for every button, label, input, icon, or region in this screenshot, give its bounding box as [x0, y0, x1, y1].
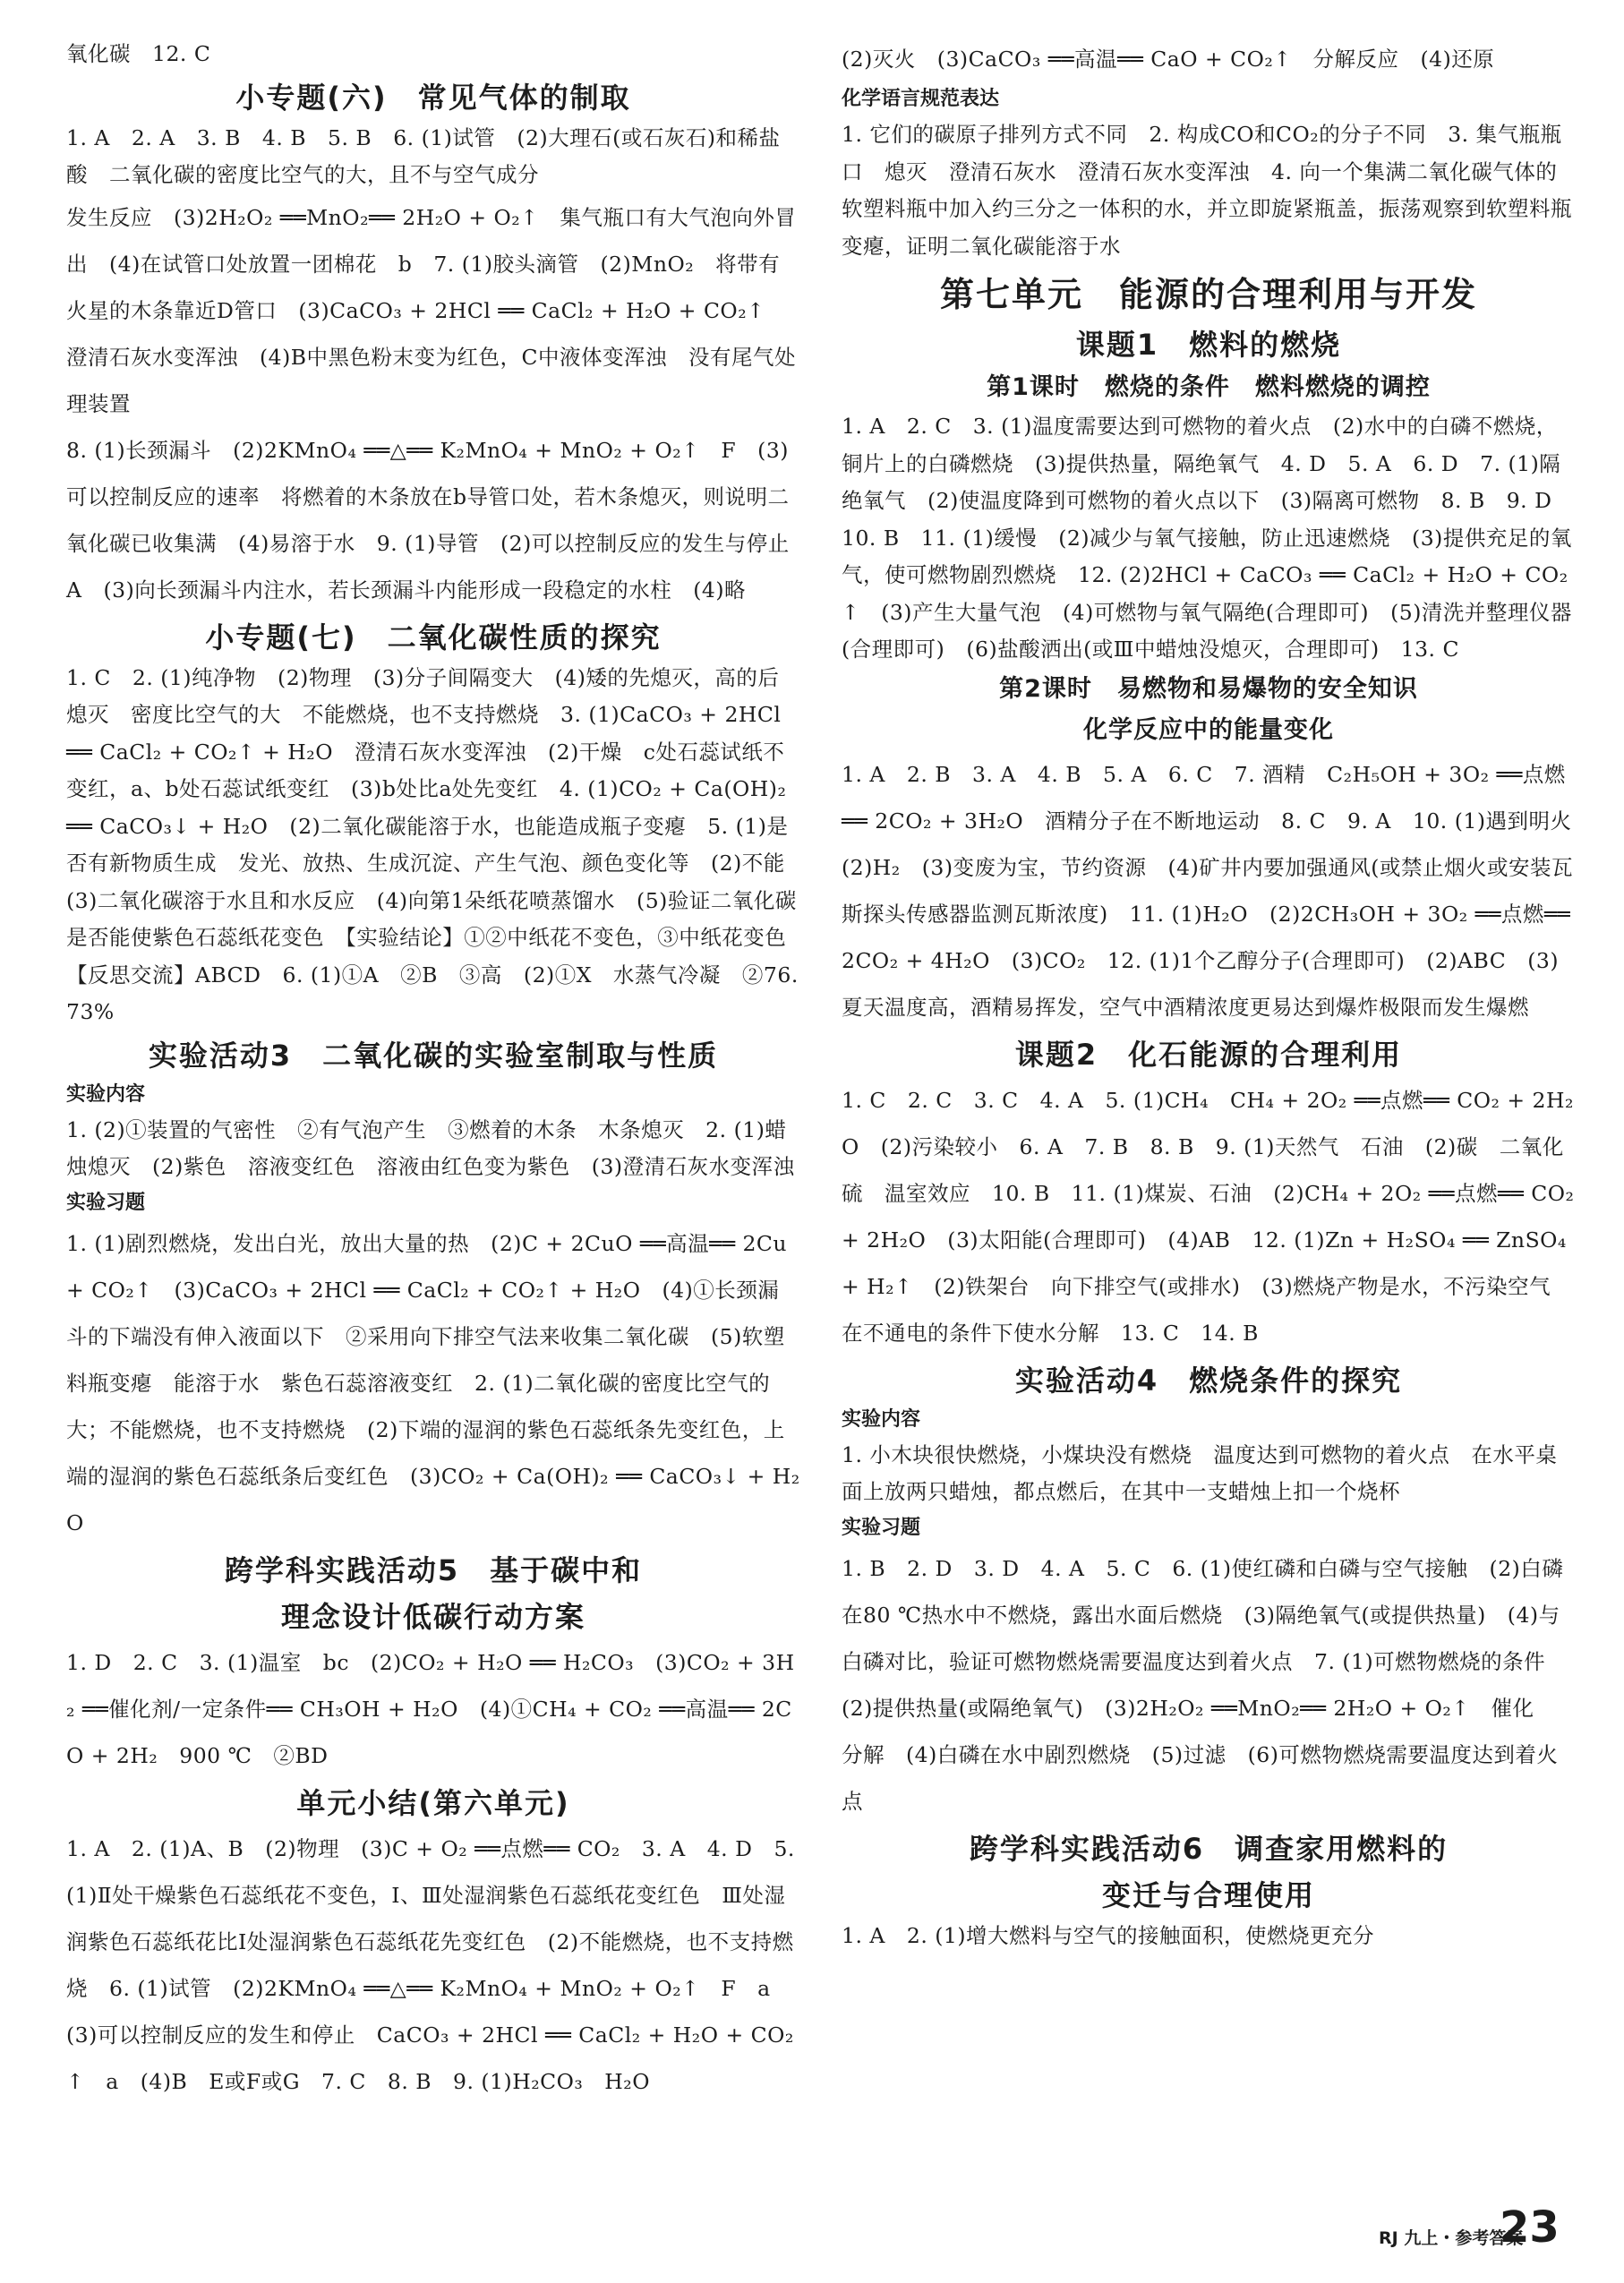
- answer-paragraph: 1. (2)①装置的气密性 ②有气泡产生 ③燃着的木条 木条熄灭 2. (1)蜡烛熄灭 (2)紫色 溶液变红色 溶液由红色变为紫色 (3)澄清石灰水变浑浊: [66, 1116, 795, 1179]
- page-footer: RJ 九上・参考答案: [1379, 2228, 1524, 2248]
- section-heading: 实验活动3 二氧化碳的实验室制取与性质: [148, 1038, 719, 1073]
- answer-paragraph: 1. 它们的碳原子排列方式不同 2. 构成CO和CO₂的分子不同 3. 集气瓶瓶口 熄灭 澄清石灰水 澄清石灰水变浑浊 4. 向一个集满二氧化碳气体的软塑料瓶中加入约三分之一体积的水，并立即旋紧瓶盖，振荡观察到软塑料瓶变瘪，证明二氧化碳能溶于水: [842, 122, 1572, 259]
- lesson-heading: 第2课时 易燃物和易爆物的安全知识: [999, 674, 1418, 703]
- section-heading: 跨学科实践活动5 基于碳中和: [224, 1552, 643, 1587]
- answer-paragraph: 1. A 2. A 3. B 4. B 5. B 6. (1)试管 (2)大理石(或石灰石)和稀盐酸 二氧化碳的密度比空气的大，且不与空气成分: [66, 124, 781, 187]
- answer-paragraph: 8. (1)长颈漏斗 (2)2KMnO₄ ══△══ K₂MnO₄ + MnO₂ + O₂↑ F (3)可以控制反应的速率 将燃着的木条放在b导管口处，若木条熄灭，则说明二氧化碳已收集满 (4)易溶于水 9. (1)导管 (2)可以控制反应的发生与停止 A (3)向长颈漏斗内注水，若长颈漏斗内能形成一段稳定的水柱 (4)略: [66, 437, 811, 603]
- answer-paragraph: 发生反应 (3)2H₂O₂ ══MnO₂══ 2H₂O + O₂↑ 集气瓶口有大气泡向外冒出 (4)在试管口处放置一团棉花 b 7. (1)胶头滴管 (2)MnO₂ 将带有火星的木条靠近D管口 (3)CaCO₃ + 2HCl ══ CaCl₂ + H₂O + CO₂↑ 澄清石灰水变浑浊 (4)B中黑色粉末变为红色，C中液体变浑浊 没有尾气处理装置: [66, 204, 797, 416]
- section-heading: 小专题(七) 二氧化碳性质的探究: [205, 620, 662, 654]
- section-heading: 理念设计低碳行动方案: [280, 1599, 585, 1634]
- answer-paragraph: 1. A 2. (1)A、B (2)物理 (3)C + O₂ ══点燃══ CO₂ 3. A 4. D 5. (1)Ⅱ处干燥紫色石蕊纸花不变色，Ⅰ、Ⅲ处湿润紫色石蕊纸花变红色 Ⅲ处湿润紫色石蕊纸花比Ⅰ处湿润紫色石蕊纸花先变红色 (2)不能燃烧，也不支持燃烧 6. (1)试管 (2)2KMnO₄ ══△══ K₂MnO₄ + MnO₂ + O₂↑ F a (3)可以控制反应的发生和停止 CaCO₃ + 2HCl ══ CaCl₂ + H₂O + CO₂↑ a (4)B E或F或G 7. C 8. B 9. (1)H₂CO₃ H₂O: [66, 1835, 795, 2094]
- answer-paragraph: 1. A 2. C 3. (1)温度需要达到可燃物的着火点 (2)水中的白磷不燃烧，铜片上的白磷燃烧 (3)提供热量，隔绝氧气 4. D 5. A 6. D 7. (1)隔绝氧气 (2)使温度降到可燃物的着火点以下 (3)隔离可燃物 8. B 9. D 10. B 11. (1)缓慢 (2)减少与氧气接触，防止迅速燃烧 (3)提供充足的氧气，使可燃物剧烈燃烧 12. (2)2HCl + CaCO₃ ══ CaCl₂ + H₂O + CO₂↑ (3)产生大量气泡 (4)可燃物与氧气隔绝(合理即可) (5)清洗并整理仪器(合理即可) (6)盐酸洒出(或Ⅲ中蜡烛没熄灭，合理即可) 13. C: [842, 414, 1574, 662]
- answer-paragraph: (2)灭火 (3)CaCO₃ ══高温══ CaO + CO₂↑ 分解反应 (4)还原: [842, 47, 1495, 72]
- section-heading: 小专题(六) 常见气体的制取: [235, 80, 631, 115]
- answer-paragraph: 1. D 2. C 3. (1)温室 bc (2)CO₂ + H₂O ══ H₂CO₃ (3)CO₂ + 3H₂ ══催化剂/一定条件══ CH₃OH + H₂O (4)①CH₄ + CO₂ ══高温══ 2CO + 2H₂ 900 ℃ ②BD: [66, 1649, 795, 1768]
- answer-paragraph: 1. 小木块很快燃烧，小煤块没有燃烧 温度达到可燃物的着火点 在水平桌面上放两只蜡烛，都点燃后，在其中一支蜡烛上扣一个烧杯: [842, 1441, 1558, 1504]
- lesson-heading: 化学反应中的能量变化: [1083, 715, 1334, 744]
- unit-heading: 第七单元 能源的合理利用与开发: [939, 275, 1477, 314]
- answer-paragraph: 1. C 2. (1)纯净物 (2)物理 (3)分子间隔变大 (4)矮的先熄灭，高的后熄灭 密度比空气的大 不能燃烧，也不支持燃烧 3. (1)CaCO₃ + 2HCl ══ CaCl₂ + CO₂↑ + H₂O 澄清石灰水变浑浊 (2)干燥 c处石蕊试纸不变红，a、b处石蕊试纸变红 (3)b处比a处先变红 4. (1)CO₂ + Ca(OH)₂ ══ CaCO₃↓ + H₂O (2)二氧化碳能溶于水，也能造成瓶子变瘪 5. (1)是否有新物质生成 发光、放热、生成沉淀、产生气泡、颜色变化等 (2)不能 (3)二氧化碳溶于水且和水反应 (4)向第1朵纸花喷蒸馏水 (5)验证二氧化碳是否能使紫色石蕊纸花变色 【实验结论】①②中纸花不变色，③中纸花变色 【反思交流】ABCD 6. (1)①A ②B ③高 (2)①X 水蒸气冷凝 ②76.73%: [66, 664, 808, 1024]
- subsection-label: 实验习题: [66, 1191, 146, 1214]
- section-heading: 跨学科实践活动6 调查家用燃料的: [969, 1831, 1449, 1866]
- subsection-label: 实验内容: [842, 1407, 921, 1431]
- subsection-label: 化学语言规范表达: [842, 88, 1000, 110]
- answer-paragraph: 氧化碳 12. C: [66, 41, 211, 66]
- answer-paragraph: 1. (1)剧烈燃烧，发出白光，放出大量的热 (2)C + 2CuO ══高温══ 2Cu + CO₂↑ (3)CaCO₃ + 2HCl ══ CaCl₂ + CO₂↑ + H₂O (4)①长颈漏斗的下端没有伸入液面以下 ②采用向下排空气法来收集二氧化碳 (5)软塑料瓶变瘪 能溶于水 紫色石蕊溶液变红 2. (1)二氧化碳的密度比空气的大；不能燃烧，也不支持燃烧 (2)下端的湿润的紫色石蕊纸条先变红色，上端的湿润的紫色石蕊纸条后变红色 (3)CO₂ + Ca(OH)₂ ══ CaCO₃↓ + H₂O: [66, 1230, 800, 1535]
- section-heading: 课题2 化石能源的合理利用: [1014, 1037, 1403, 1072]
- answer-paragraph: 1. A 2. (1)增大燃料与空气的接触面积，使燃烧更充分: [842, 1922, 1375, 1948]
- lesson-heading: 第1课时 燃烧的条件 燃料燃烧的调控: [987, 373, 1431, 401]
- section-heading: 实验活动4 燃烧条件的探究: [1014, 1363, 1403, 1398]
- section-heading: 变迁与合理使用: [1101, 1877, 1315, 1912]
- answer-paragraph: 1. A 2. B 3. A 4. B 5. A 6. C 7. 酒精 C₂H₅OH + 3O₂ ══点燃══ 2CO₂ + 3H₂O 酒精分子在不断地运动 8. C 9. A 10. (1)遇到明火 (2)H₂ (3)变废为宝，节约资源 (4)矿井内要加强通风(或禁止烟火或安装瓦斯探头传感器监测瓦斯浓度) 11. (1)H₂O (2)2CH₃OH + 3O₂ ══点燃══ 2CO₂ + 4H₂O (3)CO₂ 12. (1)1个乙醇分子(合理即可) (2)ABC (3)夏天温度高，酒精易挥发，空气中酒精浓度更易达到爆炸极限而发生爆燃: [842, 761, 1594, 1020]
- answer-paragraph: 1. B 2. D 3. D 4. A 5. C 6. (1)使红磷和白磷与空气接触 (2)白磷在80 ℃热水中不燃烧，露出水面后燃烧 (3)隔绝氧气(或提供热量) (4)与白磷对比，验证可燃物燃烧需要温度达到着火点 7. (1)可燃物燃烧的条件 (2)提供热量(或隔绝氧气) (3)2H₂O₂ ══MnO₂══ 2H₂O + O₂↑ 催化 分解 (4)白磷在水中剧烈燃烧 (5)过滤 (6)可燃物燃烧需要温度达到着火点: [842, 1555, 1568, 1814]
- answer-paragraph: 1. C 2. C 3. C 4. A 5. (1)CH₄ CH₄ + 2O₂ ══点燃══ CO₂ + 2H₂O (2)污染较小 6. A 7. B 8. B 9. (1)天然气 石油 (2)碳 二氧化硫 温室效应 10. B 11. (1)煤炭、石油 (2)CH₄ + 2O₂ ══点燃══ CO₂ + 2H₂O (3)太阳能(合理即可) (4)AB 12. (1)Zn + H₂SO₄ ══ ZnSO₄ + H₂↑ (2)铁架台 向下排空气(或排水) (3)燃烧产物是水，不污染空气 在不通电的条件下使水分解 13. C 14. B: [842, 1087, 1575, 1346]
- right-column: [842, 36, 1594, 1954]
- section-heading: 课题1 燃料的燃烧: [1075, 328, 1342, 362]
- page-number: 23: [1500, 2202, 1560, 2253]
- subsection-label: 实验内容: [66, 1082, 146, 1106]
- section-heading: 单元小结(第六单元): [296, 1785, 570, 1820]
- subsection-label: 实验习题: [842, 1516, 921, 1539]
- left-column: [66, 36, 811, 2105]
